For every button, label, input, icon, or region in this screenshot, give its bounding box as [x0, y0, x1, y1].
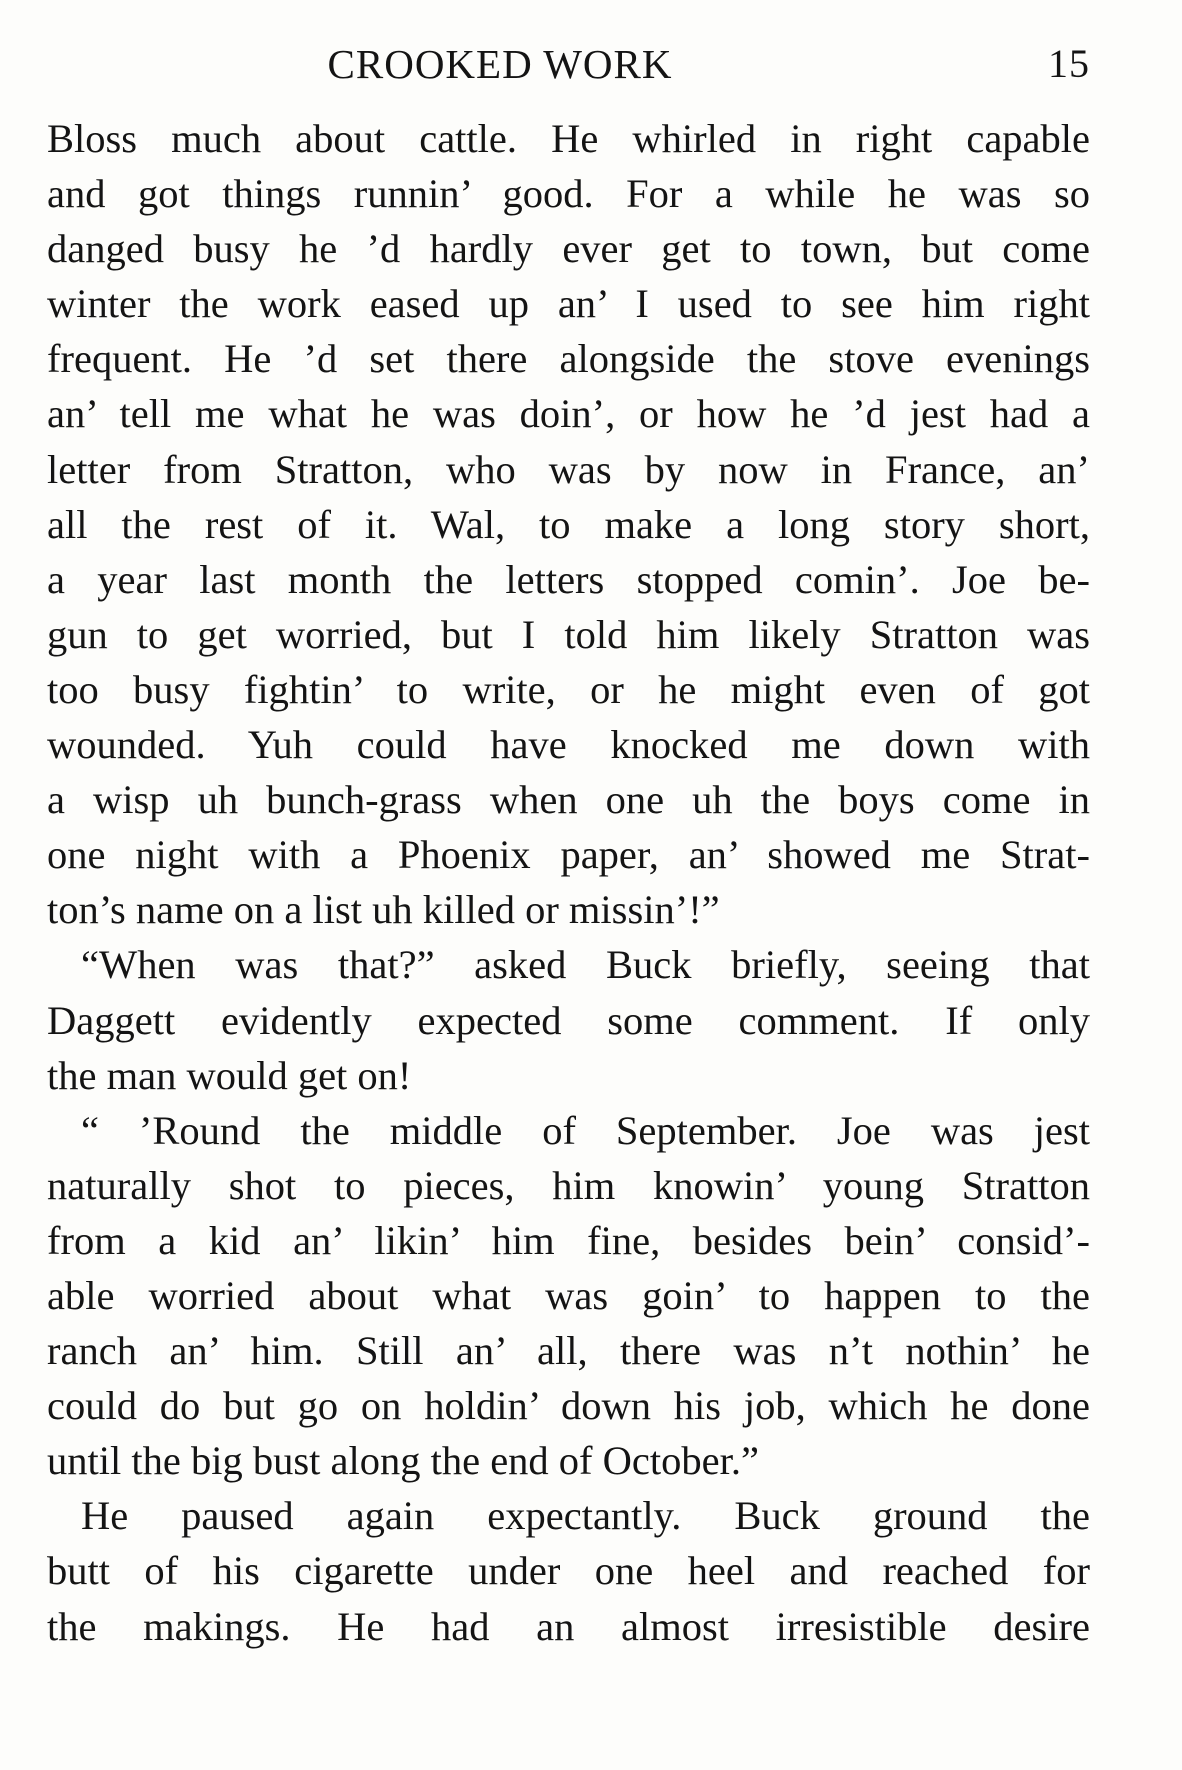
text-line: danged busy he ’d hardly ever get to town, but come — [47, 226, 1090, 272]
text-line: winter the work eased up an’ I used to see him right — [47, 281, 1090, 327]
text-line: from a kid an’ likin’ him fine, besides bein’ consid’- — [47, 1217, 1090, 1263]
running-title: CROOKED WORK — [327, 41, 673, 87]
text-line: naturally shot to pieces, him knowin’ young Stratton — [47, 1162, 1090, 1208]
text-line: Bloss much about cattle. He whirled in right capable — [47, 116, 1090, 161]
text-line: letter from Stratton, who was by now in France, an’ — [47, 446, 1090, 492]
text-line: and got things runnin’ good. For a while he was so — [47, 171, 1090, 217]
text-line: butt of his cigarette under one heel and reached for — [47, 1548, 1090, 1594]
paragraph-first-line: He paused again expectantly. Buck ground the — [81, 1493, 1090, 1539]
text-line: an’ tell me what he was doin’, or how he ’d jest had a — [47, 391, 1090, 437]
running-head — [0, 34, 1182, 94]
paragraph-end-line: until the big bust along the end of October.” — [47, 1438, 759, 1484]
body-text — [47, 111, 1090, 1654]
text-line: a year last month the letters stopped comin’. Joe be- — [47, 556, 1090, 602]
text-line: ranch an’ him. Still an’ all, there was n’t nothin’ he — [47, 1328, 1090, 1374]
text-line: the makings. He had an almost irresistible desire — [47, 1603, 1090, 1649]
text-line: too busy fightin’ to write, or he might even of got — [47, 666, 1090, 712]
paragraph-end-line: ton’s name on a list uh killed or missin’!” — [47, 887, 720, 933]
text-line: able worried about what was goin’ to happen to the — [47, 1272, 1090, 1318]
paragraph-end-line: the man would get on! — [47, 1052, 412, 1098]
text-line: frequent. He ’d set there alongside the stove evenings — [47, 336, 1090, 382]
text-line: Daggett evidently expected some comment. If only — [47, 997, 1090, 1043]
page-number: 15 — [1048, 41, 1090, 86]
text-line: one night with a Phoenix paper, an’ showed me Strat- — [47, 832, 1090, 878]
text-line: all the rest of it. Wal, to make a long story short, — [47, 501, 1090, 547]
text-line: could do but go on holdin’ down his job, which he done — [47, 1383, 1090, 1429]
text-line: a wisp uh bunch-grass when one uh the boys come in — [47, 777, 1090, 823]
text-line: wounded. Yuh could have knocked me down with — [47, 722, 1090, 768]
paragraph-first-line: “When was that?” asked Buck briefly, seeing that — [81, 942, 1090, 988]
text-line: gun to get worried, but I told him likely Stratton was — [47, 611, 1090, 657]
paragraph-first-line: “ ’Round the middle of September. Joe was jest — [81, 1107, 1090, 1153]
